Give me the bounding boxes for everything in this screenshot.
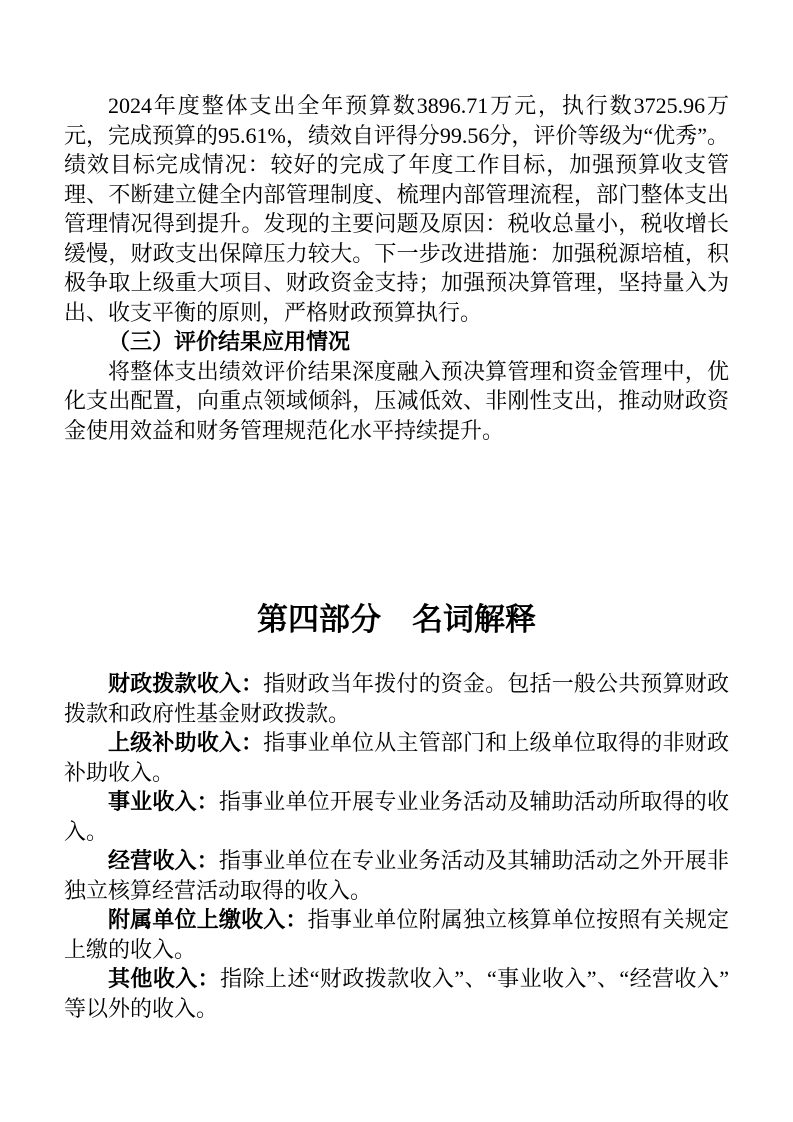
part-4-title: 第四部分 名词解释 xyxy=(257,602,536,637)
section-3-body-paragraph: 将整体支出绩效评价结果深度融入预决算管理和资金管理中，优化支出配置，向重点领域倾斜，压减低效、非刚性支出，推动财政资金使用效益和财务管理规范化水平持续提升。 xyxy=(64,358,729,443)
definition-text: 指事业单位开展专业业务活动及辅助活动所取得的收入。 xyxy=(64,789,729,844)
definition-paragraph-jingying xyxy=(64,846,729,905)
definition-text: 指除上述“财政拨款收入”、“事业收入”、“经营收入”等以外的收入。 xyxy=(64,966,729,1021)
definition-term: 附属单位上缴收入： xyxy=(108,907,308,932)
definition-text: 指事业单位在专业业务活动及其辅助活动之外开展非独立核算经营活动取得的收入。 xyxy=(64,848,729,903)
performance-summary-paragraph: 2024年度整体支出全年预算数3896.71万元，执行数3725.96万元，完成预算的95.61%，绩效自评得分99.56分，评价等级为“优秀”。绩效目标完成情况：较好的完成了年度工作目标，加强预算收支管理、不断建立健全内部管理制度、梳理内部管理流程，部门整体支出管理情况得到提升。发现的主要问题及原因：税收总量小，税收增长缓慢，财政支出保障压力较大。下一步改进措施：加强税源培植，积极争取上级重大项目、财政资金支持；加强预决算管理，坚持量入为出、收支平衡的原则，严格财政预算执行。 xyxy=(64,93,729,325)
definition-paragraph-qita xyxy=(64,964,729,1023)
section-3-heading: （三）评价结果应用情况 xyxy=(108,329,351,354)
definition-term: 经营收入： xyxy=(108,848,219,873)
definition-paragraph-shangjibuzhu xyxy=(64,728,729,787)
definition-paragraph-caizhengbokuan xyxy=(64,669,729,728)
definition-term: 其他收入： xyxy=(108,966,221,991)
definition-term: 财政拨款收入： xyxy=(108,671,264,696)
definition-text: 指事业单位从主管部门和上级单位取得的非财政补助收入。 xyxy=(64,730,729,785)
definition-paragraph-fushudanwei xyxy=(64,905,729,964)
definition-text: 指财政当年拨付的资金。包括一般公共预算财政拨款和政府性基金财政拨款。 xyxy=(64,671,729,726)
definition-term: 上级补助收入： xyxy=(108,730,264,755)
definition-paragraph-shiye xyxy=(64,787,729,846)
definition-text: 指事业单位附属独立核算单位按照有关规定上缴的收入。 xyxy=(64,907,729,962)
definition-term: 事业收入： xyxy=(108,789,219,814)
